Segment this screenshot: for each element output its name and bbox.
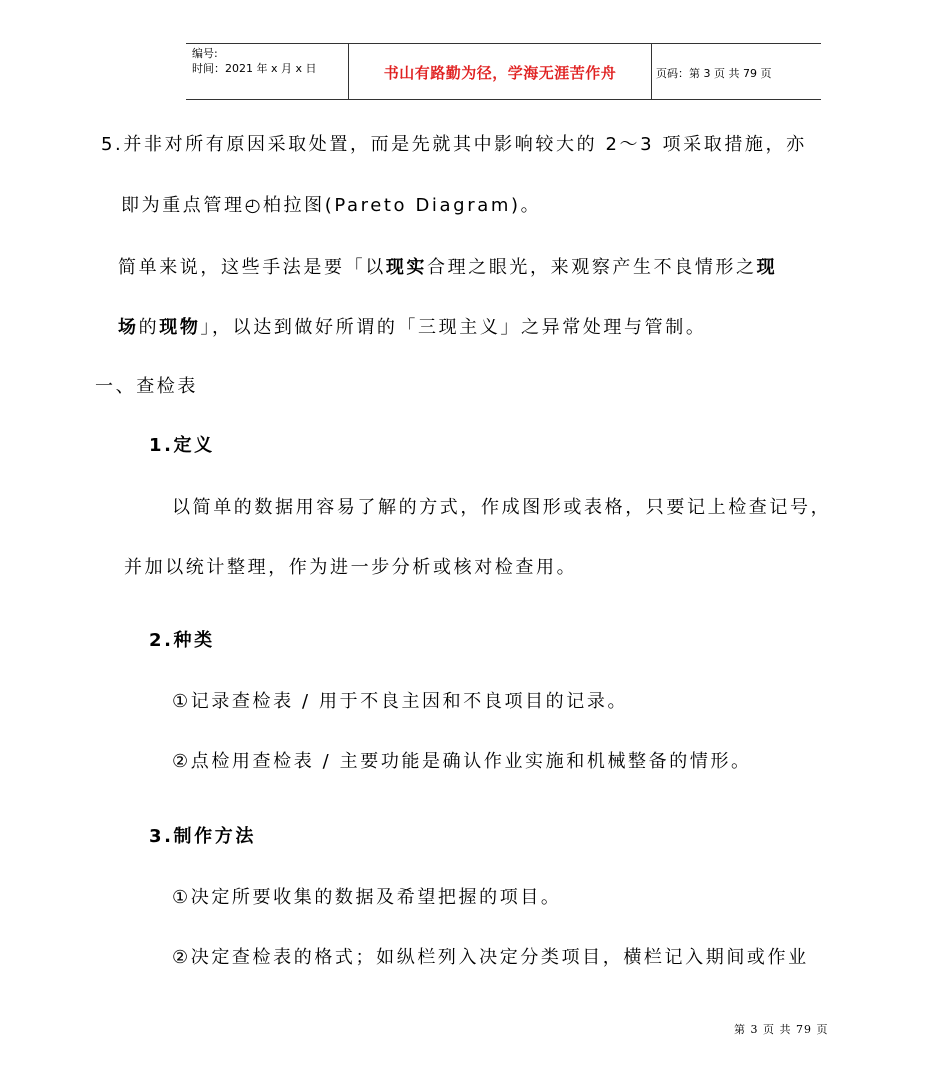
- summary-line1: [118, 256, 777, 280]
- summary-bold-text: 现实: [385, 257, 428, 278]
- page-footer: 第 3 页 共 79 页: [734, 1023, 829, 1036]
- item5-line2: 即为重点管理◴柏拉图(Pareto Diagram)。: [121, 195, 542, 216]
- method-item-1: ①决定所要收集的数据及希望把握的项目。: [172, 887, 562, 908]
- item5-line1: 5.并非对所有原因采取处置，而是先就其中影响较大的 2～3 项采取措施，亦: [101, 134, 807, 155]
- number-label: 编号:: [192, 47, 218, 60]
- definition-line2: 并加以统计整理，作为进一步分析或核对检查用。: [124, 557, 578, 578]
- summary-bold-text: 现物: [159, 317, 201, 338]
- type-item-1: ①记录查检表 / 用于不良主因和不良项目的记录。: [172, 691, 629, 712]
- document-header: [186, 43, 821, 100]
- types-heading: 2.种类: [149, 630, 215, 651]
- header-meta-cell: [186, 44, 348, 99]
- summary-bold-text: 现: [756, 257, 778, 278]
- header-page-label: 页码：第 3 页 共 79 页: [656, 67, 772, 80]
- method-item-2: ②决定查检表的格式；如纵栏列入决定分类项目，横栏记入期间或作业: [172, 947, 809, 968]
- motto: 书山有路勤为径，学海无涯苦作舟: [383, 64, 617, 82]
- summary-text: 合理之眼光，来观察产生不良情形之: [427, 257, 757, 278]
- definition-line1: 以简单的数据用容易了解的方式，作成图形或表格，只要记上检查记号，: [172, 497, 832, 518]
- header-page-cell: [650, 44, 821, 99]
- method-heading: 3.制作方法: [149, 826, 256, 847]
- time-label: 时间：2021 年 x 月 x 日: [192, 62, 317, 75]
- type-item-2: ②点检用查检表 / 主要功能是确认作业实施和机械整备的情形。: [172, 751, 752, 772]
- summary-text: 的: [138, 317, 160, 338]
- summary-text: 」，以达到做好所谓的「三现主义」之异常处理与管制。: [200, 317, 707, 338]
- header-motto-cell: [348, 44, 652, 99]
- summary-line2: [118, 316, 706, 340]
- summary-bold-text: 场: [118, 317, 139, 338]
- definition-heading: 1.定义: [149, 435, 215, 456]
- summary-text: 简单来说，这些手法是要「以: [118, 257, 386, 278]
- section-title: 一、查检表: [95, 376, 198, 397]
